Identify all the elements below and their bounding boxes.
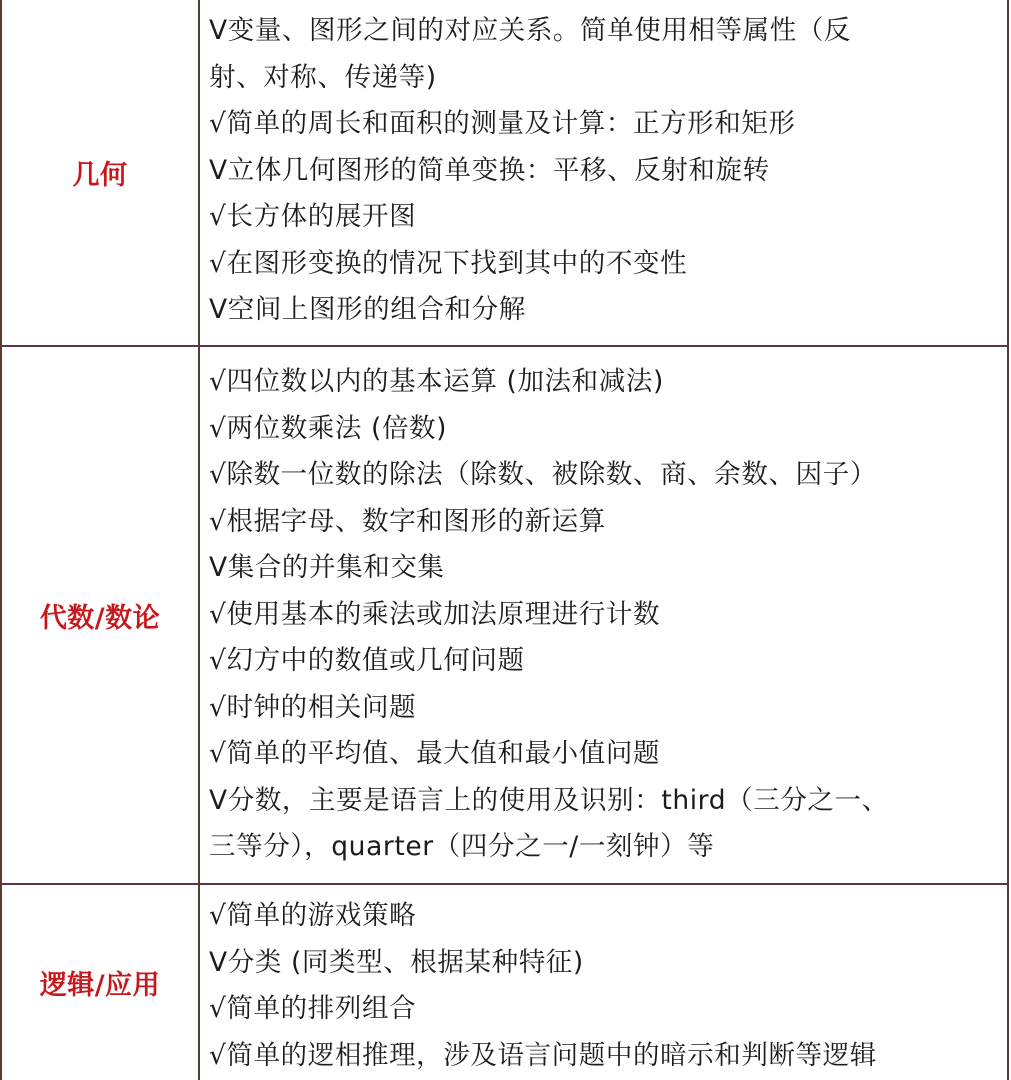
topic-item: V分数，主要是语言上的使用及识别：third（三分之一、 <box>209 784 889 816</box>
table-row-geometry <box>2 0 1007 345</box>
topic-item: √除数一位数的除法（除数、被除数、商、余数、因子） <box>209 459 877 490</box>
topic-item: √简单的游戏策略 <box>209 900 417 931</box>
topic-item: √简单的周长和面积的测量及计算：正方形和矩形 <box>209 108 796 139</box>
category-cell: 逻辑/应用 <box>2 885 200 1080</box>
topic-item: √使用基本的乘法或加法原理进行计数 <box>209 598 661 630</box>
topic-item: V立体几何图形的简单变换：平移、反射和旋转 <box>209 154 770 186</box>
topic-item: V空间上图形的组合和分解 <box>209 294 526 325</box>
topic-item: V变量、图形之间的对应关系。简单使用相等属性（反 <box>209 15 852 46</box>
category-cell: 代数/数论 <box>2 347 200 883</box>
topic-list <box>200 0 1007 345</box>
topic-item: √幻方中的数值或几何问题 <box>209 645 525 676</box>
table-row-algebra <box>2 345 1007 883</box>
category-cell: 几何 <box>2 0 200 345</box>
topic-item: V分类 (同类型、根据某种特征) <box>209 946 584 978</box>
topic-item: √四位数以内的基本运算 (加法和减法) <box>209 366 664 397</box>
topic-item: √根据字母、数字和图形的新运算 <box>209 505 606 537</box>
topic-item: √时钟的相关问题 <box>209 691 417 723</box>
topic-item: √简单的逻相推理，涉及语言问题中的暗示和判断等逻辑 <box>209 1039 877 1071</box>
topic-item: √简单的排列组合 <box>209 993 417 1024</box>
topic-item: √长方体的展开图 <box>209 201 417 232</box>
topic-list <box>200 885 1007 1080</box>
topic-item: √简单的平均值、最大值和最小值问题 <box>209 738 661 769</box>
topic-item: 射、对称、传递等) <box>209 61 437 93</box>
table-row-logic <box>2 883 1007 1080</box>
topic-item: √在图形变换的情况下找到其中的不变性 <box>209 247 688 279</box>
topic-list <box>200 347 1007 883</box>
topic-item: √两位数乘法 (倍数) <box>209 412 448 444</box>
topic-item: V集合的并集和交集 <box>209 552 445 583</box>
topic-item: 三等分），quarter（四分之一/一刻钟）等 <box>209 831 715 862</box>
